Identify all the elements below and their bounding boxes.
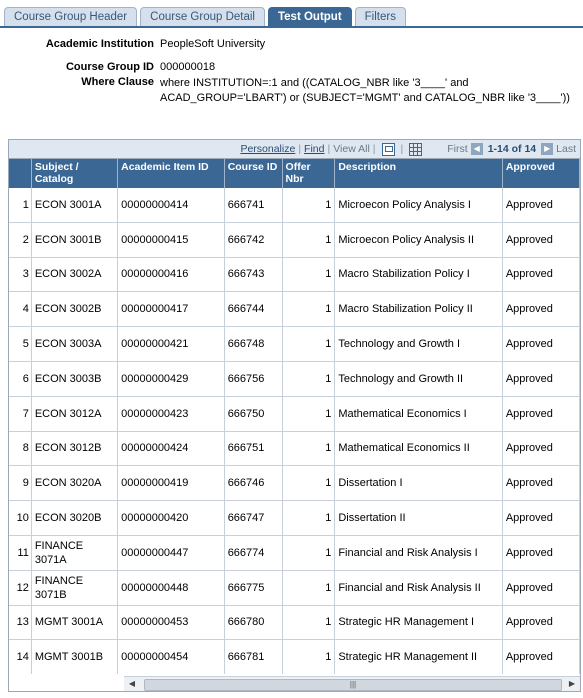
tab-bar (4, 7, 406, 26)
table-row (9, 292, 580, 327)
table-row (9, 327, 580, 362)
description-cell: Financial and Risk Analysis I (335, 535, 502, 570)
header-academic-item-id[interactable]: Academic Item ID (118, 159, 225, 188)
academic-item-id-cell: 00000000415 (118, 222, 225, 257)
academic-item-id-cell: 00000000448 (118, 570, 225, 605)
description-cell: Dissertation I (335, 466, 502, 501)
offer-nbr-cell: 1 (282, 257, 335, 292)
row-number: 10 (9, 501, 31, 536)
separator: | (327, 143, 331, 155)
approved-cell: Approved (502, 501, 579, 536)
scroll-thumb[interactable]: ||| (144, 679, 562, 691)
course-id-cell: 666751 (224, 431, 282, 466)
download-grid-icon[interactable] (409, 143, 422, 156)
description-cell: Microecon Policy Analysis II (335, 222, 502, 257)
description-cell: Microecon Policy Analysis I (335, 188, 502, 222)
academic-item-id-cell: 00000000454 (118, 640, 225, 674)
course-id-cell: 666775 (224, 570, 282, 605)
subject-catalog-cell: FINANCE 3071B (31, 570, 117, 605)
subject-catalog-cell: FINANCE 3071A (31, 535, 117, 570)
description-cell: Mathematical Economics I (335, 396, 502, 431)
separator: | (372, 143, 376, 155)
table-row (9, 361, 580, 396)
approved-cell: Approved (502, 431, 579, 466)
group-id-value: 000000018 (160, 61, 216, 73)
tab-course-group-detail[interactable]: Course Group Detail (140, 7, 265, 26)
tab-filters[interactable]: Filters (355, 7, 406, 26)
subject-catalog-cell: ECON 3012B (31, 431, 117, 466)
approved-cell: Approved (502, 570, 579, 605)
row-number: 9 (9, 466, 31, 501)
table-row (9, 222, 580, 257)
description-cell: Macro Stabilization Policy II (335, 292, 502, 327)
separator: | (400, 143, 404, 155)
table-row (9, 188, 580, 222)
row-number: 8 (9, 431, 31, 466)
description-cell: Technology and Growth I (335, 327, 502, 362)
results-table (9, 159, 580, 674)
description-cell: Strategic HR Management I (335, 605, 502, 640)
zoom-icon[interactable] (382, 143, 395, 156)
row-number: 13 (9, 605, 31, 640)
approved-cell: Approved (502, 222, 579, 257)
header-approved[interactable]: Approved (502, 159, 579, 188)
course-id-cell: 666748 (224, 327, 282, 362)
tab-test-output[interactable]: Test Output (268, 7, 352, 26)
offer-nbr-cell: 1 (282, 361, 335, 396)
academic-item-id-cell: 00000000424 (118, 431, 225, 466)
offer-nbr-cell: 1 (282, 222, 335, 257)
offer-nbr-cell: 1 (282, 188, 335, 222)
subject-catalog-cell: ECON 3003B (31, 361, 117, 396)
offer-nbr-cell: 1 (282, 640, 335, 674)
scroll-right-icon[interactable]: ▶ (568, 679, 576, 688)
institution-value: PeopleSoft University (160, 38, 266, 50)
row-number: 5 (9, 327, 31, 362)
institution-label: Academic Institution (45, 38, 154, 50)
institution-row (0, 38, 583, 53)
next-arrow-icon[interactable]: ▶ (541, 143, 553, 155)
find-link[interactable]: Find (304, 143, 325, 155)
offer-nbr-cell: 1 (282, 535, 335, 570)
course-id-cell: 666780 (224, 605, 282, 640)
approved-cell: Approved (502, 640, 579, 674)
header-subject[interactable]: Subject / Catalog (31, 159, 117, 188)
approved-cell: Approved (502, 327, 579, 362)
info-block (0, 38, 583, 108)
group-id-row (0, 61, 583, 76)
header-course-id[interactable]: Course ID (224, 159, 282, 188)
description-cell: Mathematical Economics II (335, 431, 502, 466)
academic-item-id-cell: 00000000453 (118, 605, 225, 640)
subject-catalog-cell: ECON 3012A (31, 396, 117, 431)
academic-item-id-cell: 00000000419 (118, 466, 225, 501)
course-id-cell: 666774 (224, 535, 282, 570)
table-row (9, 570, 580, 605)
group-id-label: Course Group ID (65, 61, 154, 73)
row-number: 11 (9, 535, 31, 570)
academic-item-id-cell: 00000000421 (118, 327, 225, 362)
table-row (9, 535, 580, 570)
course-id-cell: 666747 (224, 501, 282, 536)
row-number: 3 (9, 257, 31, 292)
course-id-cell: 666744 (224, 292, 282, 327)
approved-cell: Approved (502, 188, 579, 222)
subject-catalog-cell: ECON 3001B (31, 222, 117, 257)
academic-item-id-cell: 00000000414 (118, 188, 225, 222)
table-row (9, 257, 580, 292)
horizontal-scrollbar[interactable] (124, 676, 580, 691)
scroll-left-icon[interactable]: ◀ (128, 679, 136, 688)
header-rownum (9, 159, 31, 188)
description-cell: Strategic HR Management II (335, 640, 502, 674)
subject-catalog-cell: MGMT 3001B (31, 640, 117, 674)
row-number: 1 (9, 188, 31, 222)
table-row (9, 431, 580, 466)
where-label: Where Clause (81, 76, 154, 88)
academic-item-id-cell: 00000000429 (118, 361, 225, 396)
offer-nbr-cell: 1 (282, 292, 335, 327)
subject-catalog-cell: MGMT 3001A (31, 605, 117, 640)
course-id-cell: 666746 (224, 466, 282, 501)
academic-item-id-cell: 00000000423 (118, 396, 225, 431)
academic-item-id-cell: 00000000447 (118, 535, 225, 570)
academic-item-id-cell: 00000000420 (118, 501, 225, 536)
first-link[interactable]: First (447, 143, 468, 155)
description-cell: Financial and Risk Analysis II (335, 570, 502, 605)
subject-catalog-cell: ECON 3002B (31, 292, 117, 327)
approved-cell: Approved (502, 466, 579, 501)
table-body (9, 188, 580, 674)
subject-catalog-cell: ECON 3001A (31, 188, 117, 222)
view-all-link[interactable]: View All (333, 143, 370, 155)
course-id-cell: 666781 (224, 640, 282, 674)
course-id-cell: 666742 (224, 222, 282, 257)
tab-underline (0, 26, 583, 28)
approved-cell: Approved (502, 361, 579, 396)
offer-nbr-cell: 1 (282, 327, 335, 362)
subject-catalog-cell: ECON 3002A (31, 257, 117, 292)
where-value: where INSTITUTION=:1 and ((CATALOG_NBR like '3____' and ACAD_GROUP='LBART') or (SUBJECT='MGMT' and CATALOG_NBR like '3____')) (160, 77, 570, 104)
header-description[interactable]: Description (335, 159, 502, 188)
academic-item-id-cell: 00000000416 (118, 257, 225, 292)
course-id-cell: 666741 (224, 188, 282, 222)
table-row (9, 605, 580, 640)
description-cell: Dissertation II (335, 501, 502, 536)
approved-cell: Approved (502, 535, 579, 570)
header-offer-nbr[interactable]: Offer Nbr (282, 159, 335, 188)
approved-cell: Approved (502, 396, 579, 431)
description-cell: Technology and Growth II (335, 361, 502, 396)
table-row (9, 396, 580, 431)
header-row (9, 159, 580, 188)
table-row (9, 501, 580, 536)
course-id-cell: 666743 (224, 257, 282, 292)
subject-catalog-cell: ECON 3003A (31, 327, 117, 362)
row-number: 6 (9, 361, 31, 396)
academic-item-id-cell: 00000000417 (118, 292, 225, 327)
approved-cell: Approved (502, 292, 579, 327)
personalize-link[interactable]: Personalize (240, 143, 296, 155)
subject-catalog-cell: ECON 3020B (31, 501, 117, 536)
offer-nbr-cell: 1 (282, 501, 335, 536)
course-id-cell: 666756 (224, 361, 282, 396)
row-number: 14 (9, 640, 31, 674)
offer-nbr-cell: 1 (282, 570, 335, 605)
prev-arrow-icon[interactable]: ◀ (471, 143, 483, 155)
last-link[interactable]: Last (556, 143, 576, 155)
row-count: 1-14 of 14 (487, 143, 537, 155)
tab-course-group-header[interactable]: Course Group Header (4, 7, 137, 26)
offer-nbr-cell: 1 (282, 605, 335, 640)
row-number: 12 (9, 570, 31, 605)
offer-nbr-cell: 1 (282, 431, 335, 466)
grid-nav-bar (9, 140, 580, 159)
approved-cell: Approved (502, 605, 579, 640)
row-number: 4 (9, 292, 31, 327)
row-number: 7 (9, 396, 31, 431)
row-number: 2 (9, 222, 31, 257)
separator: | (298, 143, 302, 155)
table-row (9, 640, 580, 674)
table-row (9, 466, 580, 501)
offer-nbr-cell: 1 (282, 396, 335, 431)
subject-catalog-cell: ECON 3020A (31, 466, 117, 501)
course-id-cell: 666750 (224, 396, 282, 431)
approved-cell: Approved (502, 257, 579, 292)
where-row (0, 76, 583, 108)
description-cell: Macro Stabilization Policy I (335, 257, 502, 292)
results-grid (8, 139, 581, 692)
offer-nbr-cell: 1 (282, 466, 335, 501)
